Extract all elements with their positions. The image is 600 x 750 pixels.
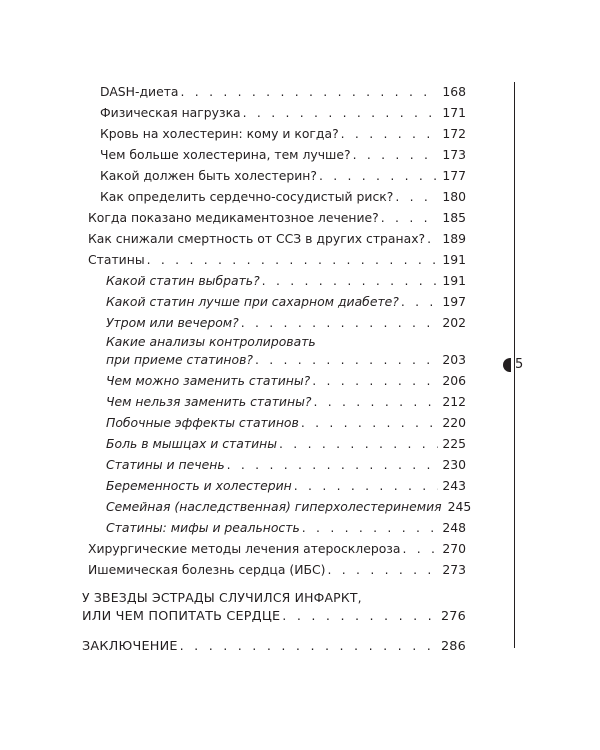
leader-dots [282, 609, 437, 624]
toc-entry-page: 191 [442, 252, 466, 267]
toc-entry-title: Статины [88, 252, 145, 267]
toc-entry-page: 243 [442, 478, 466, 493]
toc-entry[interactable] [106, 457, 466, 472]
toc-entry[interactable] [100, 105, 466, 120]
page-folio [503, 358, 523, 372]
leader-dots [327, 562, 438, 577]
toc-entry-page: 191 [442, 273, 466, 288]
toc-entry-title: Беременность и холестерин [106, 478, 292, 493]
toc-entry-title: Как снижали смертность от ССЗ в других странах? [88, 231, 426, 246]
toc-entry-page: 220 [442, 415, 466, 430]
toc-entry-title: Какой должен быть холестерин? [100, 168, 317, 183]
toc-entry[interactable] [100, 168, 466, 183]
toc-entry-page: 189 [442, 231, 466, 246]
toc-entry-title: при приеме статинов? [106, 352, 253, 367]
toc-entry-title: DASH-диета [100, 84, 179, 99]
toc-entry[interactable] [88, 231, 466, 246]
toc-entry-page: 273 [442, 562, 466, 577]
toc-entry-title: Семейная (наследственная) гиперхолестеринемия [106, 499, 442, 514]
toc-entry[interactable] [88, 562, 466, 577]
toc-entry-title: Ишемическая болезнь сердца (ИБС) [88, 562, 326, 577]
toc-entry[interactable] [106, 352, 466, 367]
leader-dots [227, 457, 439, 472]
toc-entry-page: 245 [447, 499, 472, 514]
leader-dots [395, 189, 438, 204]
toc-entry[interactable] [100, 126, 466, 141]
toc-entry-title: Когда показано медикаментозное лечение? [88, 210, 379, 225]
toc-chapter-title-line1: У ЗВЕЗДЫ ЭСТРАДЫ СЛУЧИЛСЯ ИНФАРКТ, [82, 590, 362, 605]
toc-entry-title: Чем нельзя заменить статины? [106, 394, 312, 409]
toc-chapter-title: ЗАКЛЮЧЕНИЕ [82, 639, 178, 654]
toc-entry-title: Физическая нагрузка [100, 105, 241, 120]
toc-entry-page: 203 [442, 352, 466, 367]
leader-dots [401, 294, 438, 309]
toc-entry[interactable] [88, 252, 466, 267]
toc-entry[interactable] [106, 499, 472, 514]
toc-entry-page: 180 [442, 189, 466, 204]
toc-chapter-entry[interactable] [82, 639, 466, 654]
page-number: 5 [515, 357, 524, 372]
leader-dots [147, 252, 439, 267]
leader-dots [381, 210, 439, 225]
toc-entry[interactable] [106, 373, 466, 388]
toc-entry[interactable] [88, 210, 466, 225]
toc-entry-page: 202 [442, 315, 466, 330]
toc-chapter-title: ИЛИ ЧЕМ ПОПИТАТЬ СЕРДЦЕ [82, 609, 281, 624]
toc-entry-page: 177 [442, 168, 466, 183]
toc-entry-title: Чем можно заменить статины? [106, 373, 311, 388]
leader-dots [294, 478, 439, 493]
toc-entry[interactable] [106, 315, 466, 330]
toc-entry[interactable] [106, 478, 466, 493]
toc-entry-title: Как определить сердечно-сосудистый риск? [100, 189, 394, 204]
toc-entry[interactable] [106, 436, 466, 451]
toc-entry-title: Статины: мифы и реальность [106, 520, 300, 535]
toc-entry-page: 212 [442, 394, 466, 409]
toc-entry[interactable] [100, 84, 466, 99]
half-circle-marker-icon [503, 358, 511, 372]
toc-entry-title: Чем больше холестерина, тем лучше? [100, 147, 351, 162]
leader-dots [312, 373, 438, 388]
toc-entry-title: Побочные эффекты статинов [106, 415, 299, 430]
toc-entry-title-line1: Какие анализы контролировать [106, 334, 316, 349]
toc-entry[interactable] [106, 415, 466, 430]
toc-entry-title: Утром или вечером? [106, 315, 239, 330]
leader-dots [243, 105, 439, 120]
toc-entry-page: 270 [442, 541, 466, 556]
leader-dots [402, 541, 438, 556]
toc-chapter-page: 286 [440, 639, 466, 654]
toc-entry-page: 168 [442, 84, 466, 99]
leader-dots [301, 415, 439, 430]
toc-entry-title: Хирургические методы лечения атеросклероза [88, 541, 401, 556]
toc-entry-title: Какой статин лучше при сахарном диабете? [106, 294, 399, 309]
toc-entry-page: 197 [442, 294, 466, 309]
toc-entry-page: 173 [442, 147, 466, 162]
toc-entry[interactable] [106, 520, 466, 535]
leader-dots [255, 352, 438, 367]
toc-entry-title: Боль в мышцах и статины [106, 436, 278, 451]
toc-entry-page: 185 [442, 210, 466, 225]
leader-dots [319, 168, 438, 183]
toc-entry[interactable] [88, 541, 466, 556]
toc-entry-page: 206 [442, 373, 466, 388]
leader-dots [341, 126, 439, 141]
toc-entry-page: 225 [442, 436, 466, 451]
toc-entry-page: 248 [442, 520, 466, 535]
toc-entry-page: 171 [442, 105, 466, 120]
leader-dots [313, 394, 438, 409]
leader-dots [353, 147, 439, 162]
toc-entry-page: 230 [442, 457, 466, 472]
leader-dots [279, 436, 438, 451]
toc-chapter-page: 276 [440, 609, 466, 624]
leader-dots [302, 520, 439, 535]
leader-dots [262, 273, 439, 288]
leader-dots [427, 231, 438, 246]
toc-entry[interactable] [106, 294, 466, 309]
toc-entry-title: Кровь на холестерин: кому и когда? [100, 126, 339, 141]
toc-entry[interactable] [100, 147, 466, 162]
leader-dots [181, 84, 439, 99]
leader-dots [180, 639, 437, 654]
leader-dots [241, 315, 439, 330]
toc-entry-title: Статины и печень [106, 457, 225, 472]
toc-entry[interactable] [106, 273, 466, 288]
toc-entry-title: Какой статин выбрать? [106, 273, 260, 288]
toc-entry[interactable] [100, 189, 466, 204]
toc-entry-page: 172 [442, 126, 466, 141]
toc-chapter-entry[interactable] [82, 609, 466, 624]
toc-entry[interactable] [106, 394, 466, 409]
